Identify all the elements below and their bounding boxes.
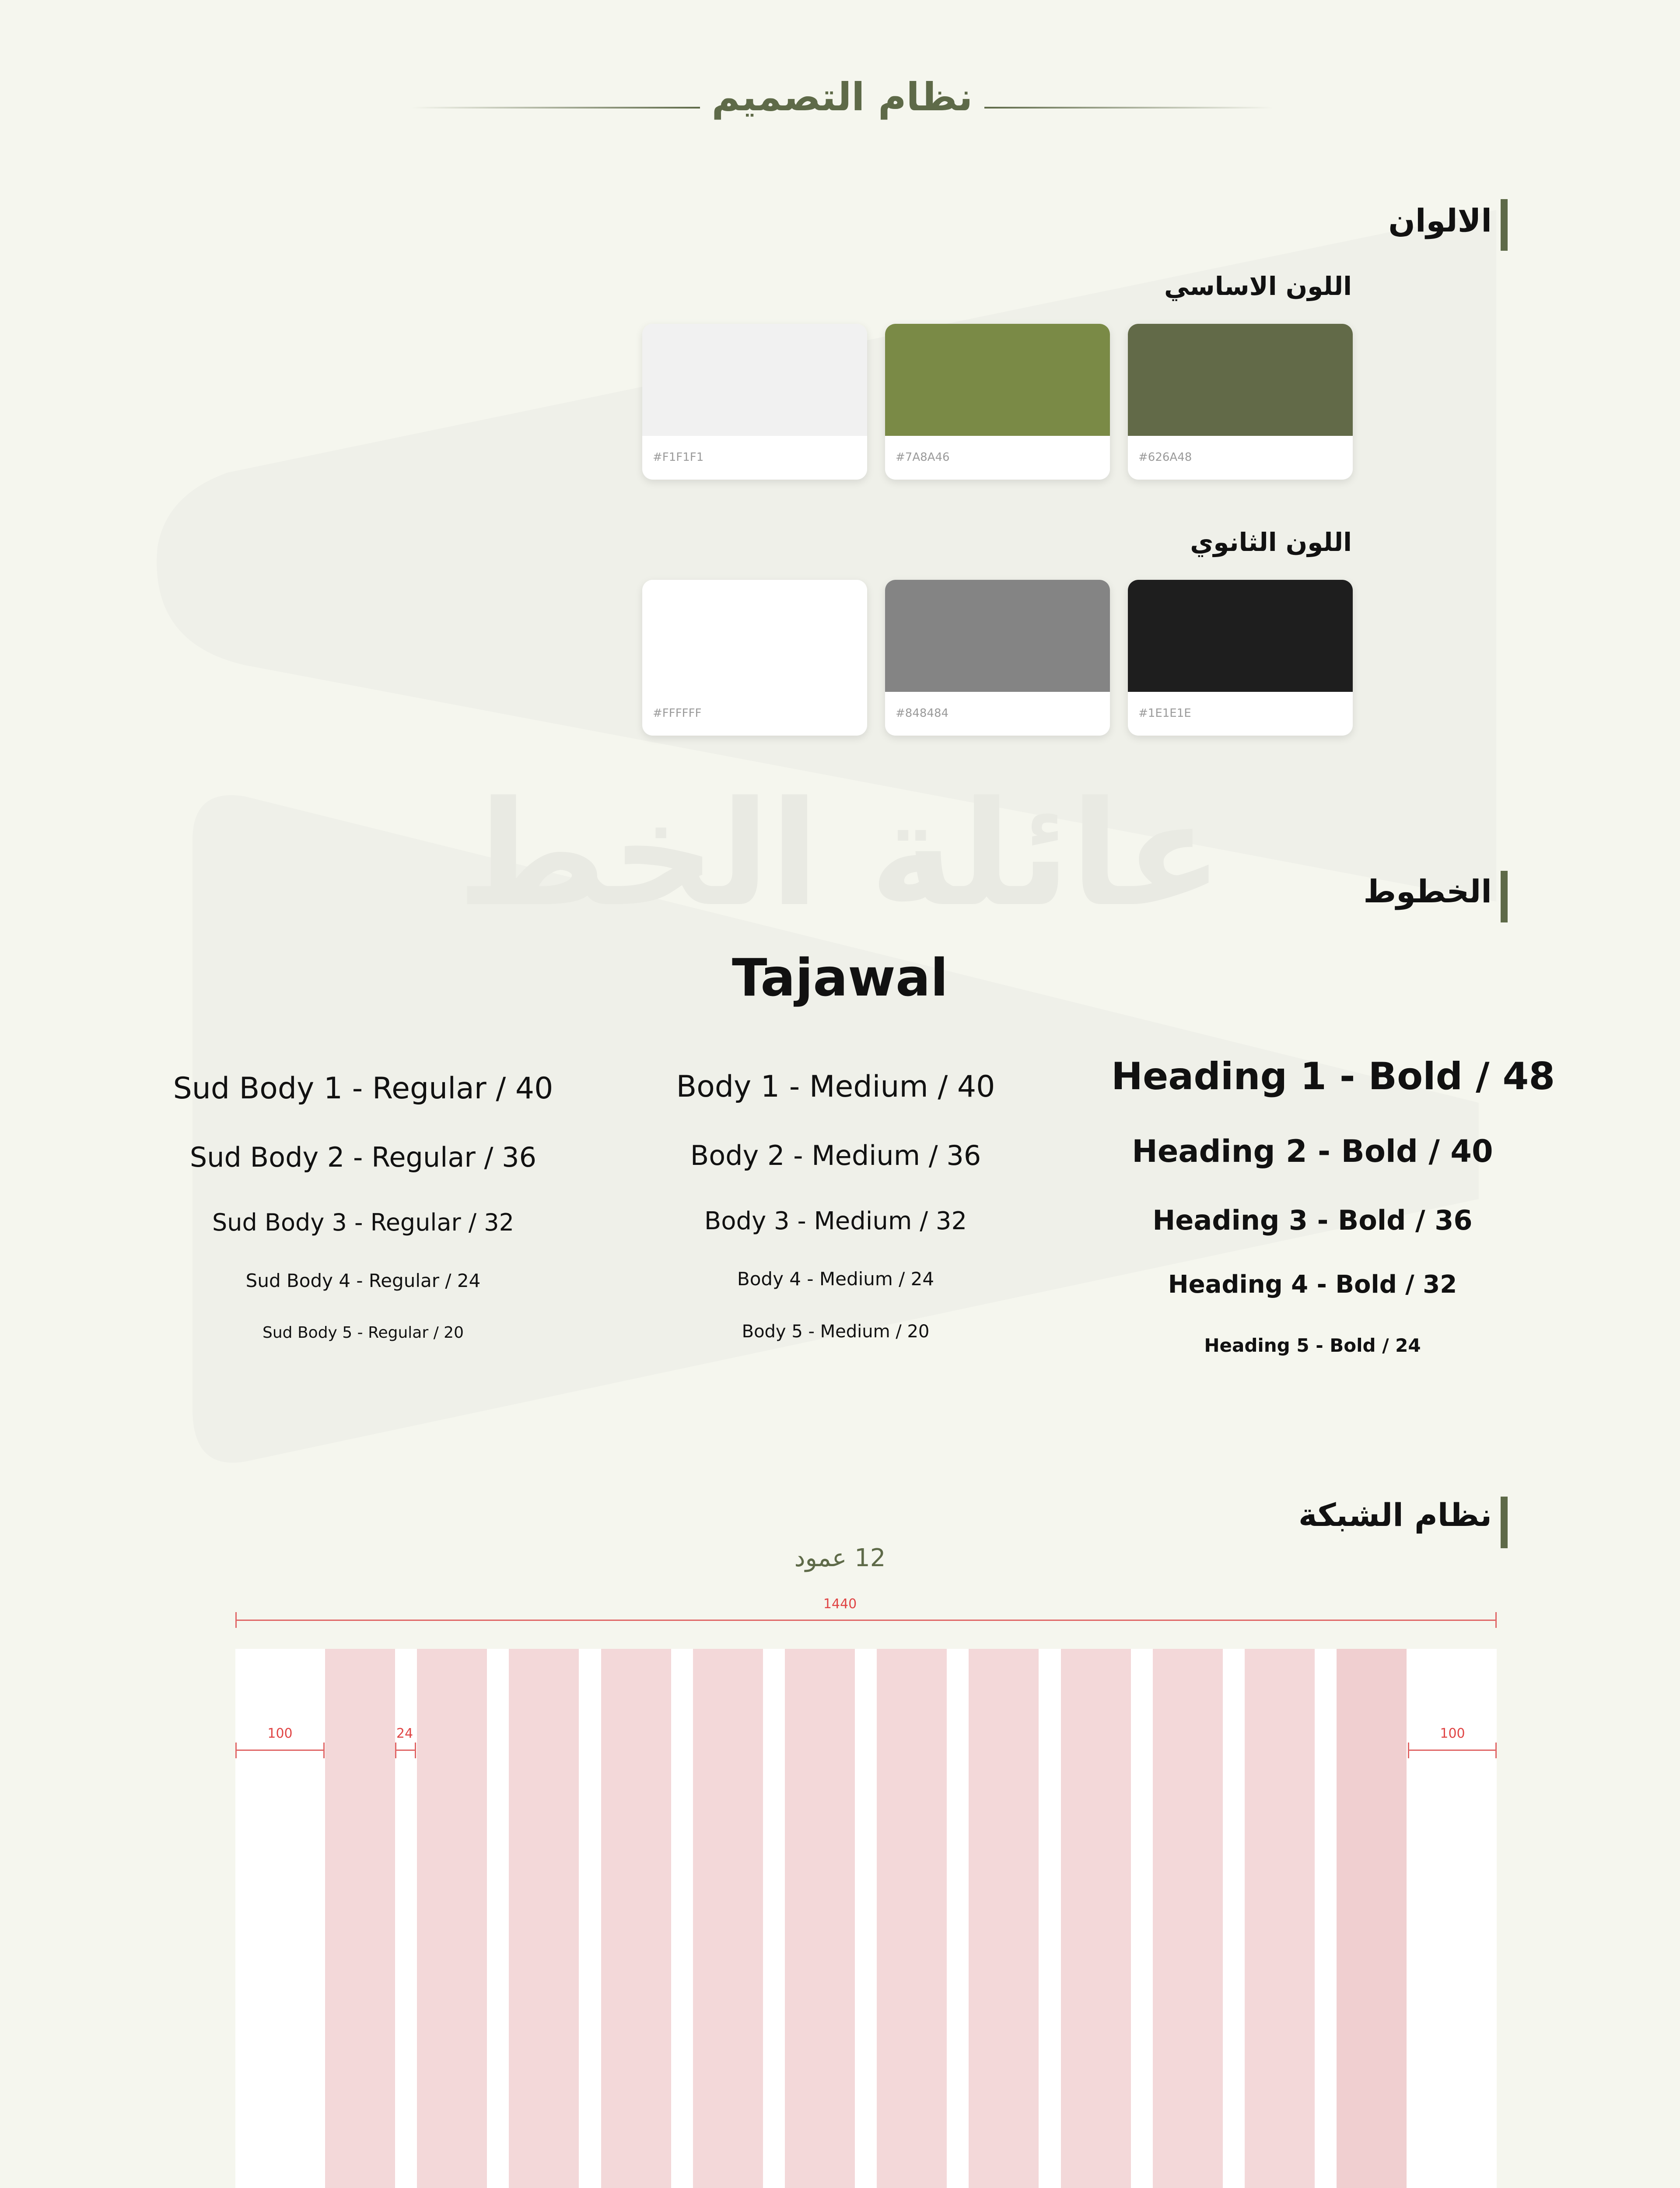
heading-1-sample: Heading 1 - Bold / 48: [1111, 1055, 1555, 1098]
grid-column: [877, 1649, 947, 2188]
gutter-measure: [395, 1750, 416, 1751]
grid-canvas: [235, 1649, 1497, 2188]
secondary-colors-title: اللون الثانوي: [1190, 527, 1352, 557]
header-divider-left: [411, 107, 700, 109]
swatch-hex-label: #626A48: [1138, 451, 1192, 464]
swatch-fill: [642, 580, 867, 692]
measure-tick: [323, 1743, 325, 1758]
grid-column: [1337, 1649, 1407, 2188]
header-divider-right: [984, 107, 1273, 109]
swatch-hex-label: #F1F1F1: [653, 451, 704, 464]
measure-tick: [1408, 1743, 1409, 1758]
color-swatch: [885, 324, 1110, 480]
total-width-measure: [235, 1620, 1497, 1621]
body-5-sample: Body 5 - Medium / 20: [742, 1322, 930, 1342]
font-family-name: Tajawal: [732, 947, 948, 1008]
gutter-label: 24: [396, 1726, 413, 1741]
grid-column: [1245, 1649, 1315, 2188]
grid-column: [693, 1649, 763, 2188]
color-swatch: [1128, 580, 1353, 736]
grid-columns-label: 12 عمود: [794, 1544, 886, 1572]
right-margin-label: 100: [1440, 1726, 1465, 1741]
page-title: نظام التصميم: [711, 74, 973, 119]
swatch-fill: [1128, 324, 1353, 436]
color-swatch: [642, 324, 867, 480]
section-marker: [1501, 1497, 1508, 1548]
swatch-hex-label: #848484: [896, 707, 949, 720]
measure-tick: [1495, 1743, 1497, 1758]
sub-body-5-sample: Sud Body 5 - Regular / 20: [262, 1324, 464, 1342]
body-3-sample: Body 3 - Medium / 32: [704, 1207, 967, 1235]
grid-column: [509, 1649, 579, 2188]
grid-column: [325, 1649, 395, 2188]
grid-column: [1153, 1649, 1223, 2188]
colors-section-title: الالوان: [1388, 202, 1492, 239]
left-margin-label: 100: [267, 1726, 293, 1741]
swatch-hex-label: #7A8A46: [896, 451, 950, 464]
sub-body-2-sample: Sud Body 2 - Regular / 36: [189, 1141, 537, 1173]
swatch-fill: [885, 580, 1110, 692]
swatch-fill: [642, 324, 867, 436]
body-4-sample: Body 4 - Medium / 24: [737, 1268, 934, 1290]
section-marker: [1501, 871, 1508, 922]
font-family-watermark: عائلة الخط: [457, 770, 1223, 938]
measure-tick: [235, 1743, 237, 1758]
right-margin-measure: [1408, 1750, 1497, 1751]
measure-tick: [235, 1612, 237, 1628]
swatch-fill: [1128, 580, 1353, 692]
sub-body-1-sample: Sud Body 1 - Regular / 40: [173, 1071, 553, 1106]
section-marker: [1501, 199, 1508, 251]
grid-section-title: نظام الشبكة: [1298, 1497, 1492, 1533]
body-2-sample: Body 2 - Medium / 36: [690, 1140, 981, 1171]
body-1-sample: Body 1 - Medium / 40: [676, 1069, 995, 1104]
grid-column: [1061, 1649, 1131, 2188]
swatch-hex-label: #1E1E1E: [1138, 707, 1191, 720]
grid-column: [601, 1649, 671, 2188]
grid-column: [417, 1649, 487, 2188]
heading-3-sample: Heading 3 - Bold / 36: [1152, 1204, 1473, 1236]
grid-column: [785, 1649, 855, 2188]
sub-body-4-sample: Sud Body 4 - Regular / 24: [245, 1270, 481, 1291]
heading-5-sample: Heading 5 - Bold / 24: [1204, 1335, 1421, 1356]
fonts-section-title: الخطوط: [1363, 873, 1492, 910]
swatch-hex-label: #FFFFFF: [653, 707, 702, 720]
grid-column: [969, 1649, 1039, 2188]
heading-4-sample: Heading 4 - Bold / 32: [1168, 1270, 1457, 1299]
left-margin-measure: [235, 1750, 324, 1751]
swatch-fill: [885, 324, 1110, 436]
measure-tick: [415, 1743, 416, 1758]
color-swatch: [1128, 324, 1353, 480]
heading-2-sample: Heading 2 - Bold / 40: [1132, 1133, 1493, 1169]
total-width-label: 1440: [823, 1596, 857, 1612]
measure-tick: [1495, 1612, 1497, 1628]
sub-body-3-sample: Sud Body 3 - Regular / 32: [212, 1209, 514, 1236]
primary-colors-title: اللون الاساسي: [1164, 271, 1352, 301]
measure-tick: [395, 1743, 396, 1758]
color-swatch: [885, 580, 1110, 736]
color-swatch: [642, 580, 867, 736]
